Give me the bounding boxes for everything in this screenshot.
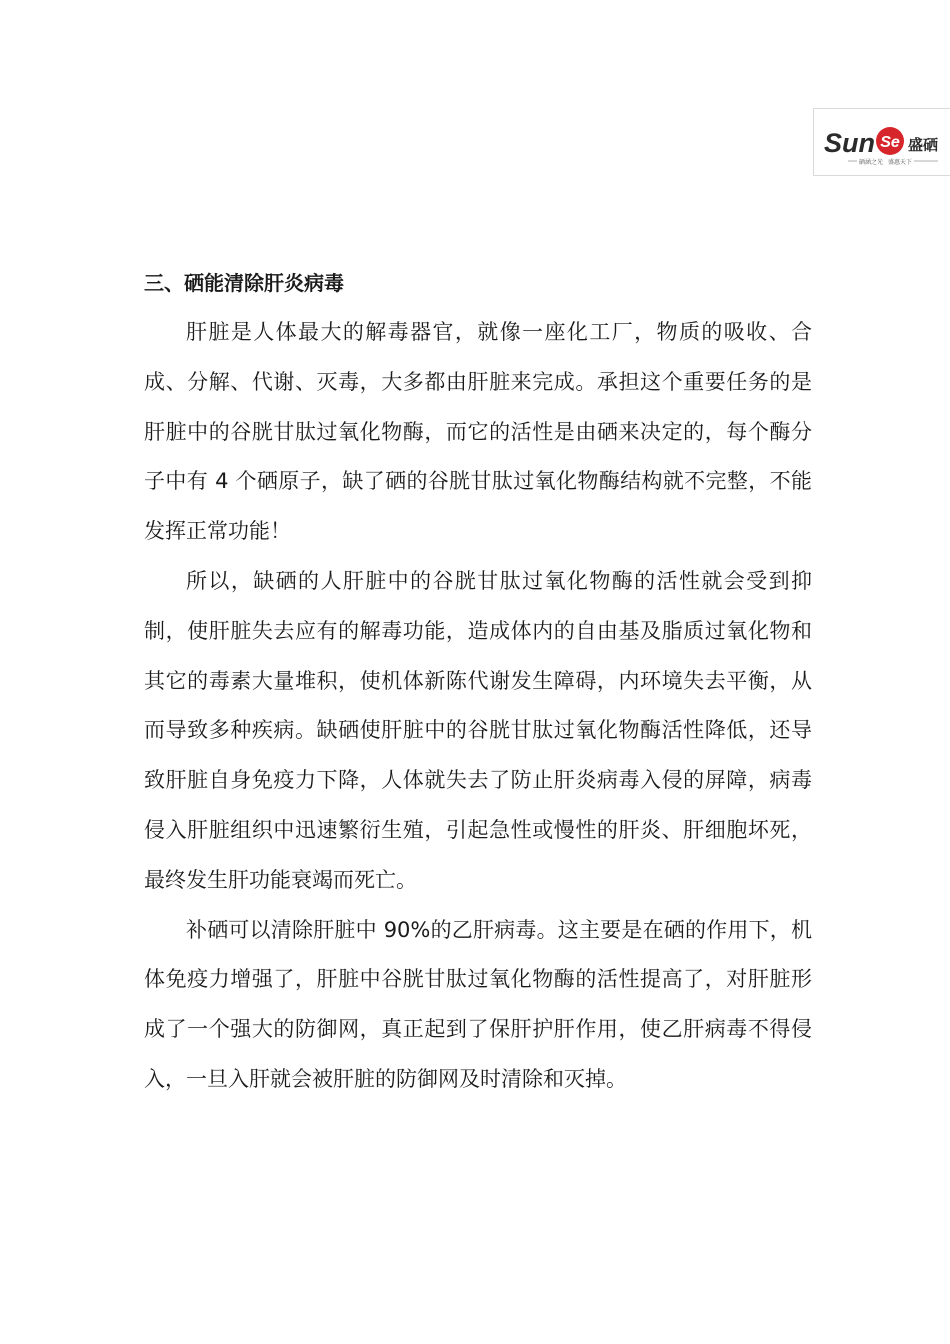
- brand-logo: [813, 108, 950, 176]
- logo-brand-se: Se: [880, 134, 900, 151]
- paragraph-liver-detox: 肝脏是人体最大的解毒器官，就像一座化工厂，物质的吸收、合成、分解、代谢、灭毒，大多都由肝脏来完成。承担这个重要任务的是肝脏中的谷胱甘肽过氧化物酶，而它的活性是由硒来决定的，每个酶分子中有 4 个硒原子，缺了硒的谷胱甘肽过氧化物酶结构就不完整，不能发挥正常功能！: [144, 320, 812, 544]
- logo-brand-chinese: 盛硒: [908, 136, 939, 154]
- document-body: [144, 258, 812, 1105]
- logo-tagline-right: 盛惠天下: [888, 159, 913, 166]
- logo-brand-latin: Sun: [824, 128, 875, 158]
- sunse-logo-icon: [814, 109, 950, 177]
- paragraph-selenium-supplement: 补硒可以清除肝脏中 90%的乙肝病毒。这主要是在硒的作用下，机体免疫力增强了，肝脏中谷胱甘肽过氧化物酶的活性提高了，对肝脏形成了一个强大的防御网，真正起到了保肝护肝作用，使乙肝病毒不得侵入，一旦入肝就会被肝脏的防御网及时清除和灭掉。: [144, 917, 812, 1091]
- paragraph-selenium-deficiency: 所以，缺硒的人肝脏中的谷胱甘肽过氧化物酶的活性就会受到抑制，使肝脏失去应有的解毒功能，造成体内的自由基及脂质过氧化物和其它的毒素大量堆积，使机体新陈代谢发生障碍，内环境失去平衡，从而导致多种疾病。缺硒使肝脏中的谷胱甘肽过氧化物酶活性降低，还导致肝脏自身免疫力下降，人体就失去了防止肝炎病毒入侵的屏障，病毒侵入肝脏组织中迅速繁衍生殖，引起急性或慢性的肝炎、肝细胞坏死，最终发生肝功能衰竭而死亡。: [144, 568, 812, 892]
- section-heading: 三、硒能清除肝炎病毒: [144, 271, 344, 295]
- logo-tagline-left: 硒涵之光: [859, 159, 884, 166]
